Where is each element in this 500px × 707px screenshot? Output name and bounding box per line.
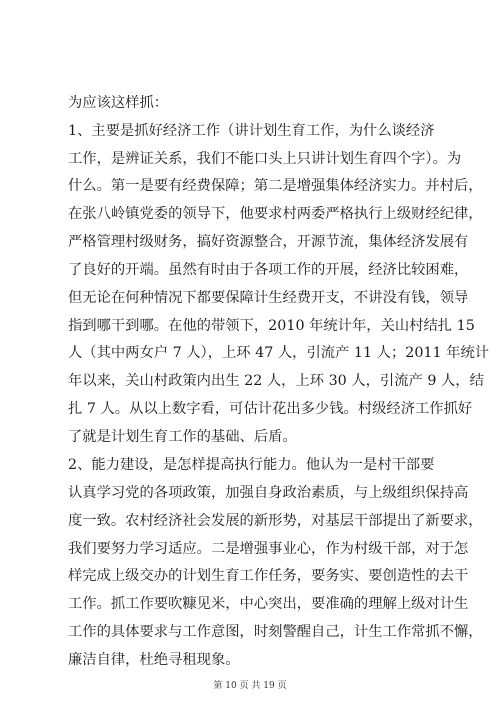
text-line: 扎 7 人。从以上数字看，可估计花出多少钱。村级经济工作抓好 [68,401,473,417]
text-line: 廉洁自律，杜绝寻租现象。 [68,652,240,668]
page-number-footer: 第 10 页 共 19 页 [213,681,287,691]
text-line: 人（其中两女户 7 人），上环 47 人，引流产 11 人；2011 年统计 [68,345,490,361]
text-line: 工作的具体要求与工作意图，时刻警醒自己，计生工作常抓不懈， [68,624,483,640]
text-line: 了就是计划生育工作的基础、后盾。 [68,429,297,445]
text-line: 度一致。农村经济社会发展的新形势，对基层干部提出了新要求， [68,513,483,529]
text-line: 指到哪干到哪。在他的带领下，2010 年统计年，关山村结扎 15 [68,318,475,334]
text-line: 了良好的开端。虽然有时由于各项工作的开展，经济比较困难， [68,262,469,278]
text-line: 为应该这样抓： [68,95,169,111]
text-line: 工作，是辨证关系，我们不能口头上只讲计划生育四个字）。为 [68,151,462,167]
text-line: 年以来，关山村政策内出生 22 人，上环 30 人，引流产 9 人，结 [68,373,484,389]
text-line: 我们要努力学习适应。二是增强事业心，作为村级干部，对于怎 [68,541,469,557]
text-line: 工作。抓工作要吹糠见米，中心突出，要准确的理解上级对计生 [68,596,469,612]
text-line: 样完成上级交办的计划生育工作任务，要务实、要创造性的去干 [68,568,469,584]
text-line: 严格管理村级财务，搞好资源整合，开源节流，集体经济发展有 [68,234,469,250]
text-line: 但无论在何种情况下都要保障计生经费开支，不讲没有钱，领导 [68,290,469,306]
paragraph-2-start: 2、能力建设，是怎样提高执行能力。他认为一是村干部要 [68,457,435,473]
text-line: 什么。第一是要有经费保障；第二是增强集体经济实力。并村后， [68,178,483,194]
paragraph-1-start: 1、主要是抓好经济工作（讲计划生育工作，为什么谈经济 [68,123,435,139]
text-line: 在张八岭镇党委的领导下，他要求村两委严格执行上级财经纪律， [68,206,483,222]
text-line: 认真学习党的各项政策，加强自身政治素质，与上级组织保持高 [68,485,469,501]
